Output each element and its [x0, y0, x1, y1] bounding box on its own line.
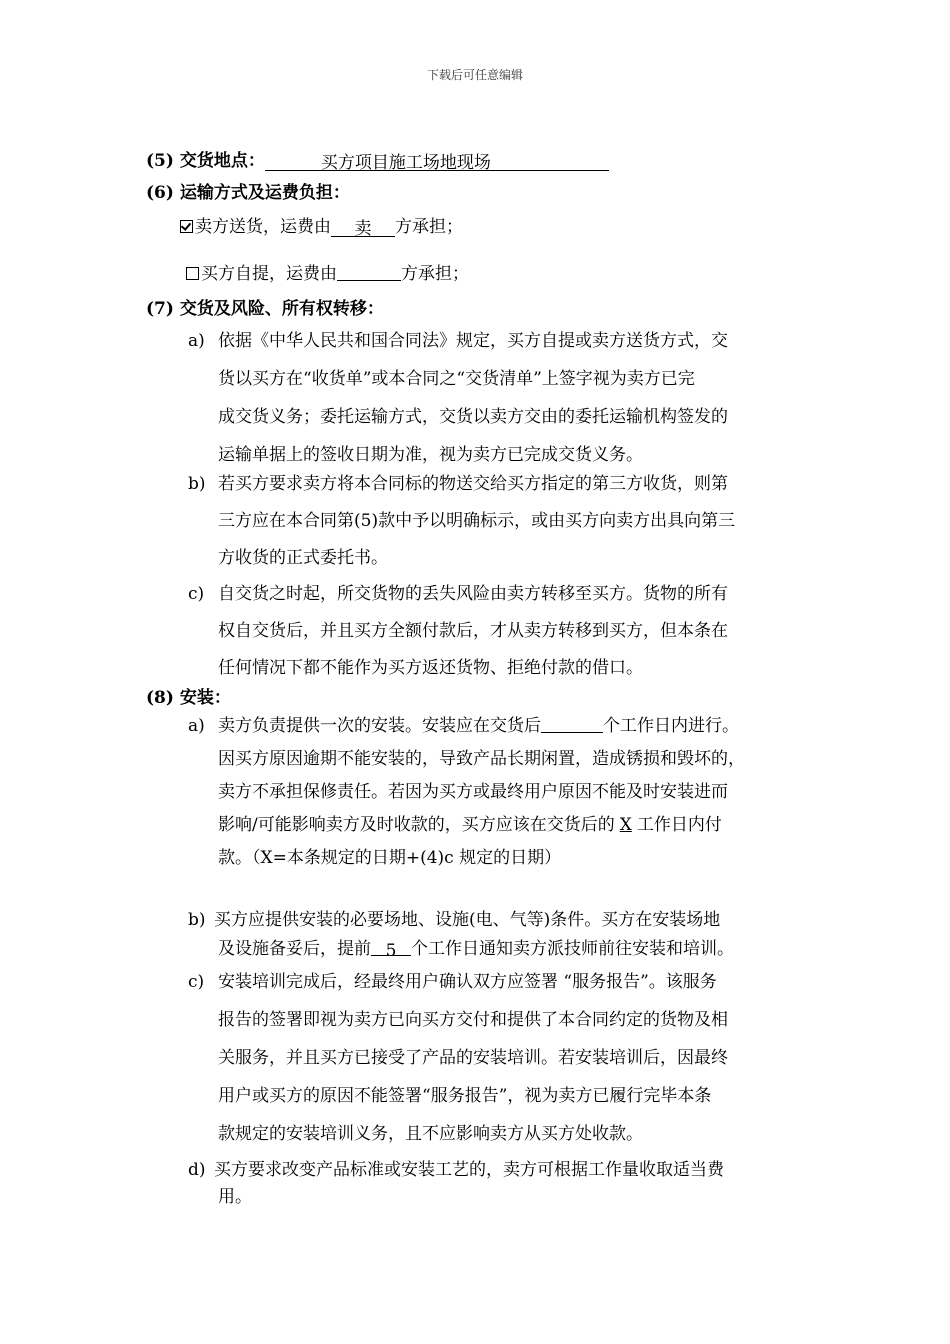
install-days-field	[541, 714, 603, 733]
clause-8a-line: 款。（X=本条规定的日期+(4)c 规定的日期）	[218, 848, 562, 868]
clause-7c	[188, 576, 728, 687]
clause-7a-line: 依据《中华人民共和国合同法》规定，买方自提或卖方送货方式，交	[218, 331, 728, 351]
clause-8a-line: 卖方不承担保修责任。若因为买方或最终用户原因不能及时安装进而	[218, 782, 728, 802]
clause-8a-line4-post: 工作日内付	[636, 815, 722, 835]
option-buyer-fill	[337, 262, 401, 281]
checked-checkbox-icon[interactable]	[180, 220, 193, 233]
clause-8a-line1-pre: 卖方负责提供一次的安装。安装应在交货后	[218, 716, 541, 736]
payment-days-fill: X	[619, 815, 632, 835]
option-seller-post: 方承担；	[395, 217, 463, 237]
clause-7c-line: 自交货之时起，所交货物的丢失风险由卖方转移至买方。货物的所有	[218, 584, 728, 604]
clause-7b-mark: b)	[188, 474, 206, 494]
clause-8c-line: 用户或买方的原因不能签署“服务报告”，视为卖方已履行完毕本条	[218, 1086, 712, 1106]
delivery-location-value: 买方项目施工场地现场	[320, 153, 491, 173]
clause-7a-line: 成交货义务；委托运输方式，交货以卖方交由的委托运输机构签发的	[218, 407, 728, 427]
transport-option-buyer	[186, 262, 469, 285]
clause-8a-mark: a)	[188, 716, 205, 736]
clause-8c-line: 款规定的安装培训义务，且不应影响卖方从买方处收款。	[218, 1124, 643, 1144]
installation-heading: (8) 安装：	[146, 688, 231, 708]
transport-option-seller	[180, 216, 463, 238]
clause-8c	[188, 963, 728, 1153]
delivery-location-row	[146, 150, 609, 172]
clause-8c-line: 安装培训完成后，经最终用户确认双方应签署 “服务报告”。该服务	[218, 972, 717, 992]
clause-7a	[188, 322, 728, 474]
clause-8a	[188, 710, 745, 875]
page-header: 下载后可任意编辑	[426, 68, 523, 82]
clause-7b-line: 若买方要求卖方将本合同标的物送交给买方指定的第三方收货，则第	[218, 474, 728, 494]
delivery-location-field	[265, 152, 609, 171]
clause-8d-mark: d)	[188, 1160, 206, 1180]
clause-7c-line: 任何情况下都不能作为买方返还货物、拒绝付款的借口。	[218, 658, 643, 678]
option-seller-fill: 卖	[331, 218, 395, 237]
clause-8c-line: 报告的签署即视为卖方已向买方交付和提供了本合同约定的货物及相	[218, 1010, 728, 1030]
clause-8a-line4-pre: 影响/可能影响卖方及时收款的，买方应该在交货后的	[218, 815, 615, 835]
clause-8b	[188, 906, 734, 964]
delivery-location-label: (5) 交货地点：	[146, 151, 265, 171]
clause-7b	[188, 466, 735, 577]
clause-7b-line: 方收货的正式委托书。	[218, 548, 388, 568]
clause-8b-line: 买方应提供安装的必要场地、设施(电、气等)条件。买方在安装场地	[214, 910, 721, 930]
option-seller-pre: 卖方送货，运费由	[195, 217, 331, 237]
clause-8c-mark: c)	[188, 972, 205, 992]
clause-8c-line: 关服务，并且买方已接受了产品的安装培训。若安装培训后，因最终	[218, 1048, 728, 1068]
clause-8b-mark: b)	[188, 910, 206, 930]
option-buyer-pre: 买方自提，运费由	[201, 264, 337, 284]
clause-8d-line: 用。	[218, 1187, 252, 1207]
clause-8a-line: 因买方原因逾期不能安装的，导致产品长期闲置，造成锈损和毁坏的，	[218, 749, 745, 769]
clause-7a-mark: a)	[188, 331, 205, 351]
clause-8b-line2-pre: 及设施备妥后，提前	[218, 939, 371, 959]
unchecked-checkbox-icon[interactable]	[186, 267, 199, 280]
option-buyer-post: 方承担；	[401, 264, 469, 284]
notice-days-fill: 5	[371, 937, 411, 956]
clause-7a-line: 货以买方在“收货单”或本合同之“交货清单”上签字视为卖方已完	[218, 369, 695, 389]
risk-transfer-heading: (7) 交货及风险、所有权转移：	[146, 299, 384, 319]
transport-heading: (6) 运输方式及运费负担：	[146, 183, 350, 203]
clause-7c-mark: c)	[188, 584, 205, 604]
clause-8d	[188, 1157, 724, 1211]
clause-7a-line: 运输单据上的签收日期为准，视为卖方已完成交货义务。	[218, 445, 643, 465]
clause-7c-line: 权自交货后，并且买方全额付款后，才从卖方转移到买方，但本条在	[218, 621, 728, 641]
clause-8d-line: 买方要求改变产品标准或安装工艺的，卖方可根据工作量收取适当费	[214, 1160, 724, 1180]
clause-8a-line1-post: 个工作日内进行。	[603, 716, 739, 736]
clause-8b-line2-post: 个工作日通知卖方派技师前往安装和培训。	[411, 939, 734, 959]
clause-7b-line: 三方应在本合同第(5)款中予以明确标示，或由买方向卖方出具向第三	[218, 511, 736, 531]
